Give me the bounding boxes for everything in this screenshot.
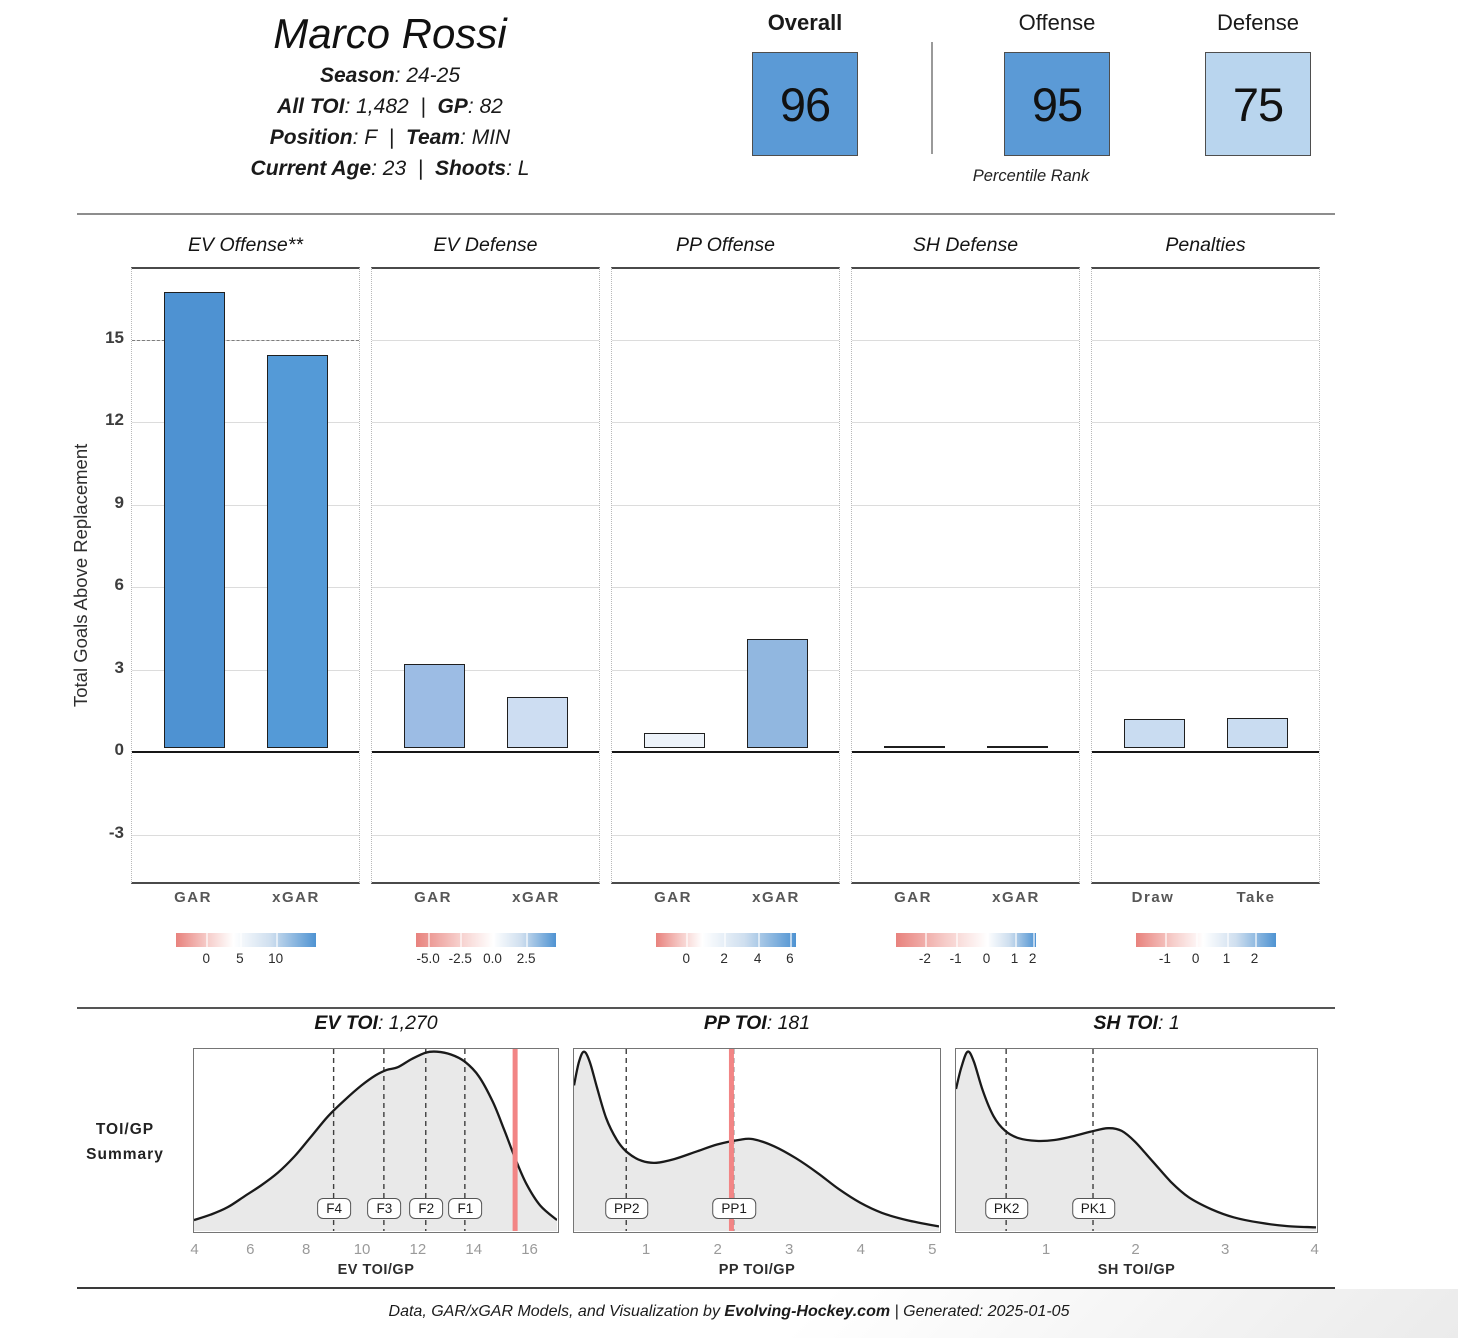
legend-notch xyxy=(206,933,208,947)
toi-title-value: : 1,270 xyxy=(377,1012,438,1034)
player-name: Marco Rossi xyxy=(273,10,507,57)
bar-xgar xyxy=(987,746,1048,748)
x-tick-label: 4 xyxy=(856,1241,865,1258)
toi-title-1 xyxy=(573,1012,941,1038)
info-value: : F | xyxy=(352,126,406,149)
info-key: Position xyxy=(269,126,353,149)
bar-axis-label: Take xyxy=(1236,889,1276,906)
bar-take xyxy=(1227,718,1288,748)
gar-panel xyxy=(611,267,840,884)
y-axis-label: Total Goals Above Replacement xyxy=(70,443,91,707)
info-key: Current Age xyxy=(250,157,372,180)
zero-line xyxy=(132,751,359,753)
panel-title: EV Offense** xyxy=(188,234,303,256)
player-info-line xyxy=(130,153,650,184)
toi-summary-label-line2: Summary xyxy=(86,1146,164,1163)
percentile-box-overall xyxy=(752,52,858,156)
x-tick-label: 10 xyxy=(353,1241,371,1258)
legend-notch xyxy=(493,933,495,947)
legend-tick-label: -1 xyxy=(949,951,962,966)
gridline xyxy=(612,340,839,341)
legend-notch xyxy=(276,933,278,947)
x-axis-title: EV TOI/GP xyxy=(337,1262,415,1278)
footer-credit xyxy=(0,1303,1458,1321)
info-value: : 23 | xyxy=(371,157,435,180)
percentile-label-overall: Overall xyxy=(767,10,843,35)
panel-title: PP Offense xyxy=(676,234,775,256)
x-axis-title: SH TOI/GP xyxy=(1097,1262,1176,1278)
gar-panel xyxy=(131,267,360,884)
legend-notch xyxy=(240,933,242,947)
legend-tick-label: 4 xyxy=(753,951,762,966)
x-tick-label: 6 xyxy=(246,1241,255,1258)
legend-notch xyxy=(1165,933,1167,947)
bar-gar xyxy=(644,733,705,748)
legend-tick-label: 6 xyxy=(786,951,794,966)
gridline xyxy=(612,587,839,588)
legend-tick-label: 0 xyxy=(982,951,991,966)
bar-axis-label: GAR xyxy=(654,889,692,906)
role-chip-f3: F3 xyxy=(367,1198,401,1219)
player-toi-line xyxy=(513,1049,518,1231)
gridline xyxy=(1092,835,1319,836)
color-legend xyxy=(896,933,1036,947)
bar-xgar xyxy=(507,697,568,748)
gridline xyxy=(132,835,359,836)
info-key: Season xyxy=(319,64,395,87)
legend-notch xyxy=(758,933,760,947)
role-chip-pk1: PK1 xyxy=(1072,1198,1116,1219)
player-header xyxy=(130,8,650,184)
x-tick-label: 1 xyxy=(641,1241,651,1258)
legend-tick-label: 5 xyxy=(236,951,244,966)
percentile-label-offense: Offense xyxy=(1018,10,1096,35)
legend-notch xyxy=(1015,933,1017,947)
player-info-line xyxy=(130,60,650,91)
gridline xyxy=(852,670,1079,671)
zero-line xyxy=(852,751,1079,753)
gridline xyxy=(852,340,1079,341)
legend-tick-label: 2 xyxy=(1250,951,1259,966)
y-tick-label: -3 xyxy=(108,822,124,842)
info-key: All TOI xyxy=(277,95,345,118)
bar-xgar xyxy=(747,639,808,748)
bar-gar xyxy=(884,746,945,748)
toi-title-value: : 181 xyxy=(766,1012,811,1034)
x-tick-label: 4 xyxy=(190,1241,199,1258)
header-divider xyxy=(77,213,1335,215)
gar-panel xyxy=(371,267,600,884)
legend-notch xyxy=(1033,933,1035,947)
toi-title-0 xyxy=(193,1012,559,1038)
bar-axis-label: xGAR xyxy=(272,889,320,906)
y-tick-label: 12 xyxy=(105,410,124,429)
player-info-line xyxy=(130,122,650,153)
bar-axis-label: xGAR xyxy=(992,889,1040,906)
percentile-value: 95 xyxy=(1031,77,1083,131)
legend-tick-label: -2 xyxy=(918,951,931,966)
legend-tick-label: -2.5 xyxy=(448,951,472,966)
gridline xyxy=(372,340,599,341)
panel-title: Penalties xyxy=(1165,234,1246,256)
legend-tick-label: 2 xyxy=(1028,951,1037,966)
info-value: : L xyxy=(506,157,530,180)
role-chip-f2: F2 xyxy=(409,1198,443,1219)
role-chip-pp1: PP1 xyxy=(712,1198,756,1219)
legend-notch xyxy=(956,933,958,947)
bar-axis-label: Draw xyxy=(1131,889,1175,906)
role-chip-f4: F4 xyxy=(317,1198,351,1219)
bar-axis-label: GAR xyxy=(894,889,932,906)
gar-panel xyxy=(851,267,1080,884)
zero-line xyxy=(372,751,599,753)
gridline xyxy=(1092,422,1319,423)
legend-tick-label: 2.5 xyxy=(516,951,536,966)
role-chip-pk2: PK2 xyxy=(985,1198,1029,1219)
legend-tick-label: 0 xyxy=(1191,951,1200,966)
color-legend xyxy=(656,933,796,947)
x-tick-label: 2 xyxy=(713,1241,722,1258)
legend-tick-label: 0 xyxy=(682,951,691,966)
legend-notch xyxy=(1196,933,1198,947)
bar-axis-label: xGAR xyxy=(752,889,800,906)
legend-tick-label: -5.0 xyxy=(416,951,440,966)
percentile-caption: Percentile Rank xyxy=(972,167,1090,185)
x-tick-label: 3 xyxy=(785,1241,794,1258)
color-legend xyxy=(176,933,316,947)
panel-title: EV Defense xyxy=(433,234,538,256)
y-tick-label: 15 xyxy=(105,327,124,347)
legend-tick-label: 1 xyxy=(1010,951,1019,966)
legend-notch xyxy=(925,933,927,947)
legend-tick-label: 1 xyxy=(1222,951,1231,966)
gridline xyxy=(372,587,599,588)
info-value: : 24-25 xyxy=(394,64,461,87)
bar-axis-label: xGAR xyxy=(512,889,560,906)
info-value: : 1,482 | xyxy=(344,95,438,118)
legend-notch xyxy=(460,933,462,947)
gridline xyxy=(372,835,599,836)
player-info-line xyxy=(130,91,650,122)
info-key: GP xyxy=(437,95,468,118)
gridline xyxy=(852,505,1079,506)
gridline xyxy=(1092,670,1319,671)
bar-axis-label: GAR xyxy=(174,889,212,906)
gridline xyxy=(372,505,599,506)
section-divider xyxy=(77,1007,1335,1009)
gridline xyxy=(852,587,1079,588)
bar-axis-label: GAR xyxy=(414,889,452,906)
footer-prefix: Data, GAR/xGAR Models, and Visualization by xyxy=(388,1303,725,1320)
panel-title: SH Defense xyxy=(912,234,1019,256)
toi-title-key: PP TOI xyxy=(703,1012,767,1034)
y-tick-label: 3 xyxy=(114,657,124,677)
x-tick-label: 5 xyxy=(928,1241,937,1258)
gridline xyxy=(852,422,1079,423)
info-key: Team xyxy=(405,126,461,149)
bar-xgar xyxy=(267,355,328,748)
footer-suffix: | Generated: 2025-01-05 xyxy=(890,1303,1070,1320)
toi-summary-label xyxy=(58,1117,192,1167)
gridline xyxy=(1092,505,1319,506)
toi-title-key: SH TOI xyxy=(1093,1012,1158,1034)
legend-notch xyxy=(1255,933,1257,947)
role-chip-pp2: PP2 xyxy=(605,1198,649,1219)
gridline xyxy=(612,835,839,836)
gridline xyxy=(612,505,839,506)
x-tick-label: 12 xyxy=(409,1241,427,1258)
y-tick-label: 6 xyxy=(114,575,124,594)
legend-tick-label: -1 xyxy=(1158,951,1171,966)
legend-notch xyxy=(724,933,726,947)
player-info-lines xyxy=(130,60,650,184)
footer-divider xyxy=(77,1287,1335,1289)
gridline xyxy=(852,835,1079,836)
info-key: Shoots xyxy=(434,157,507,180)
percentile-label-defense: Defense xyxy=(1217,10,1299,35)
x-tick-label: 8 xyxy=(302,1241,311,1258)
legend-notch xyxy=(428,933,430,947)
percentile-divider xyxy=(931,42,933,154)
legend-tick-label: 0.0 xyxy=(483,951,502,966)
gridline xyxy=(1092,340,1319,341)
percentile-box-offense xyxy=(1004,52,1110,156)
legend-notch xyxy=(526,933,528,947)
footer-brand: Evolving-Hockey.com xyxy=(724,1303,891,1320)
bar-gar xyxy=(164,292,225,749)
percentile-value: 75 xyxy=(1232,77,1284,131)
percentile-value: 96 xyxy=(779,77,831,131)
legend-tick-label: 10 xyxy=(268,951,284,966)
zero-line xyxy=(612,751,839,753)
gridline xyxy=(1092,587,1319,588)
bar-gar xyxy=(404,664,465,748)
toi-summary-label-line1: TOI/GP xyxy=(95,1121,155,1138)
toi-title-value: : 1 xyxy=(1157,1012,1180,1034)
x-axis-title: PP TOI/GP xyxy=(718,1262,796,1278)
x-tick-label: 16 xyxy=(521,1241,538,1258)
bar-draw xyxy=(1124,719,1185,748)
info-value: : 82 xyxy=(467,95,503,118)
legend-tick-label: 2 xyxy=(720,951,728,966)
toi-title-2 xyxy=(955,1012,1318,1038)
x-tick-label: 14 xyxy=(465,1241,483,1258)
legend-notch xyxy=(987,933,989,947)
x-tick-label: 4 xyxy=(1310,1241,1319,1258)
toi-title-key: EV TOI xyxy=(314,1012,378,1034)
info-value: : MIN xyxy=(460,126,511,149)
legend-notch xyxy=(686,933,688,947)
percentile-box-defense xyxy=(1205,52,1311,156)
color-legend xyxy=(416,933,556,947)
x-tick-label: 2 xyxy=(1131,1241,1140,1258)
color-legend xyxy=(1136,933,1276,947)
y-tick-label: 9 xyxy=(114,492,124,512)
legend-tick-label: 0 xyxy=(202,951,211,966)
gar-panel xyxy=(1091,267,1320,884)
y-tick-label: 0 xyxy=(114,740,124,759)
role-chip-f1: F1 xyxy=(448,1198,482,1219)
legend-notch xyxy=(1227,933,1229,947)
legend-notch xyxy=(790,933,792,947)
x-tick-label: 3 xyxy=(1220,1241,1230,1258)
gridline xyxy=(372,422,599,423)
zero-line xyxy=(1092,751,1319,753)
gridline xyxy=(612,422,839,423)
x-tick-label: 1 xyxy=(1041,1241,1051,1258)
